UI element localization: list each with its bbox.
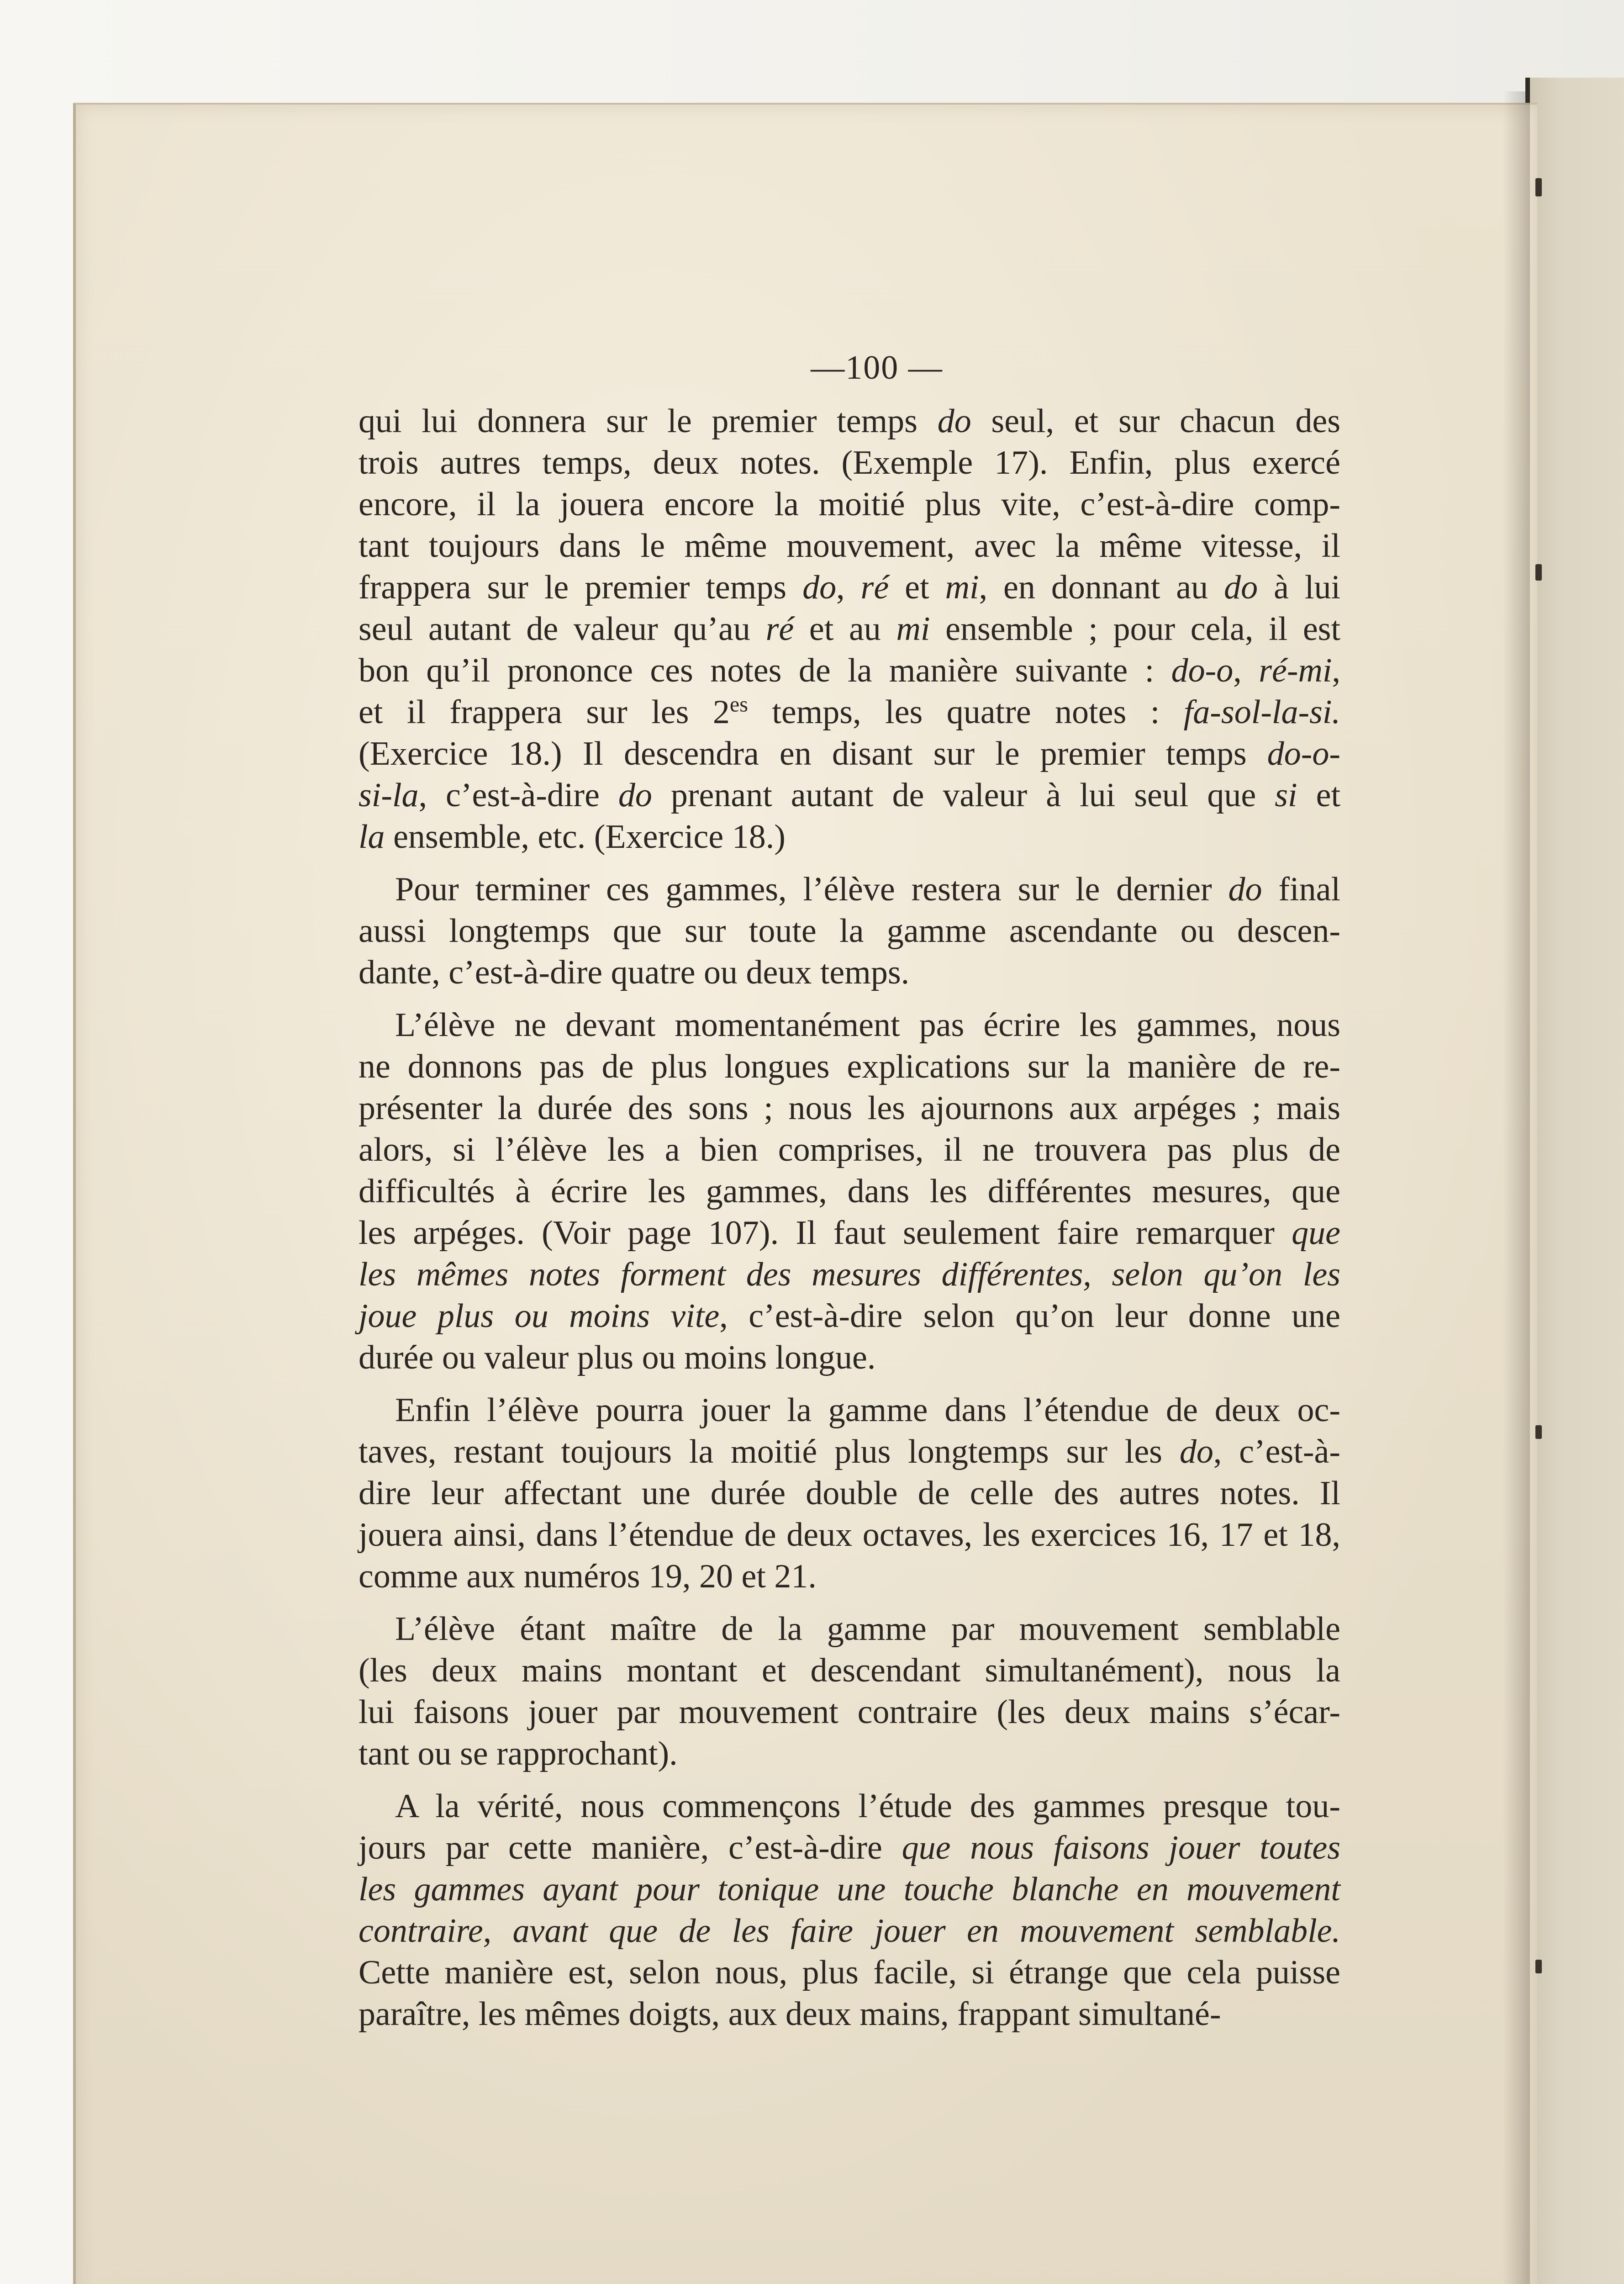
text-line [359, 1390, 1340, 1431]
paragraph [359, 869, 1340, 994]
text-line [359, 1608, 1340, 1650]
text-line [359, 1692, 1340, 1733]
italic-text: les mêmes notes forment des mesures différentes, selon qu’on les [359, 1256, 1340, 1293]
text-run: seul, et sur chacun des [971, 402, 1340, 440]
text-line [359, 1046, 1340, 1088]
adjacent-page-edge [1525, 78, 1624, 2284]
text-line [359, 1171, 1340, 1212]
text-run: paraître, les mêmes doigts, aux deux mains, frappant simultané- [359, 1995, 1221, 2033]
text-run: et [889, 569, 945, 606]
text-run: lui faisons jouer par mouvement contraire (les deux mains s’écar- [359, 1693, 1340, 1731]
text-run: frappera sur le premier temps [359, 569, 803, 606]
text-line [359, 1473, 1340, 1514]
text-run: Enfin l’élève pourra jouer la gamme dans l’étendue de deux oc- [395, 1391, 1340, 1429]
paragraphs [359, 401, 1340, 2035]
text-run: dante, c’est-à-dire quatre ou deux temps. [359, 954, 910, 991]
text-run: ensemble, etc. (Exercice 18.) [385, 818, 786, 856]
text-run: , c’est-à-dire [418, 777, 618, 814]
text-run: et il frappera sur les 2 [359, 693, 730, 731]
text-run: et [1297, 777, 1341, 814]
text-run: comme aux numéros 19, 20 et 21. [359, 1558, 817, 1595]
text-run: durée ou valeur plus ou moins longue. [359, 1339, 876, 1376]
binding-mark [1535, 178, 1542, 196]
text-run: tant ou se rapprochant). [359, 1735, 678, 1772]
text-line [359, 869, 1340, 910]
text-run: prenant autant de valeur à lui seul que [652, 777, 1275, 814]
paragraph [359, 1608, 1340, 1775]
text-line [359, 401, 1340, 442]
text-line [359, 692, 1340, 733]
text-run: trois autres temps, deux notes. (Exemple 17). Enfin, plus exercé [359, 444, 1340, 481]
binding-mark [1535, 1425, 1542, 1439]
text-line [359, 775, 1340, 816]
text-line [359, 1254, 1340, 1295]
text-run: à lui [1258, 569, 1341, 606]
italic-text: que nous faisons jouer toutes [902, 1829, 1340, 1866]
text-run: les arpéges. (Voir page 107). Il faut seulement faire remarquer [359, 1214, 1292, 1252]
text-run: Cette manière est, selon nous, plus facile, si étrange que cela puisse [359, 1954, 1340, 1991]
text-run: tant toujours dans le même mouvement, avec la même vitesse, il [359, 527, 1340, 565]
text-run: qui lui donnera sur le premier temps [359, 402, 938, 440]
text-line [359, 608, 1340, 650]
text-run: bon qu’il prononce ces notes de la manière suivante : [359, 652, 1171, 689]
italic-text: fa-sol-la-si. [1183, 693, 1340, 731]
binding-mark [1535, 564, 1542, 581]
text-run: , en donnant au [979, 569, 1224, 606]
text-run: présenter la durée des sons ; nous les ajournons aux arpéges ; mais [359, 1089, 1340, 1127]
text-line [359, 1869, 1340, 1910]
text-run: , c’est-à-dire selon qu’on leur donne une [719, 1297, 1341, 1335]
text-line [359, 1337, 1340, 1379]
text-run: et au [794, 610, 896, 648]
page-number: —100 — [811, 349, 943, 386]
italic-text: do-o- [1267, 735, 1340, 772]
italic-text: do [802, 569, 837, 606]
text-line [359, 1212, 1340, 1254]
text-line [359, 1295, 1340, 1337]
text-run: (Exercice 18.) Il descendra en disant sur le premier temps [359, 735, 1267, 772]
italic-text: mi [896, 610, 930, 648]
binding-mark [1535, 1960, 1542, 1973]
italic-text: si-la [359, 777, 419, 814]
text-run: , c’est-à- [1213, 1433, 1340, 1470]
text-run: jouera ainsi, dans l’étendue de deux octaves, les exercices 16, 17 et 18, [359, 1516, 1340, 1554]
italic-text: do [1228, 871, 1262, 908]
text-run: , [1233, 652, 1259, 689]
text-line [359, 733, 1340, 775]
italic-text: la [359, 818, 385, 856]
gutter-shadow [1503, 91, 1530, 2284]
text-run: Pour terminer ces gammes, l’élève restera sur le dernier [395, 871, 1229, 908]
text-run: , [836, 569, 861, 606]
text-run: aussi longtemps que sur toute la gamme ascendante ou descen- [359, 912, 1340, 950]
text-line [359, 442, 1340, 484]
text-line [359, 1993, 1340, 2035]
text-line [359, 1129, 1340, 1171]
italic-text: do [1179, 1433, 1213, 1470]
italic-text: si [1275, 777, 1297, 814]
text-run: final [1262, 871, 1341, 908]
text-run: difficultés à écrire les gammes, dans les différentes mesures, que [359, 1173, 1340, 1210]
text-line [359, 1650, 1340, 1692]
text-run: L’élève ne devant momentanément pas écrire les gammes, nous [395, 1006, 1340, 1044]
text-run: L’élève étant maître de la gamme par mouvement semblable [395, 1610, 1340, 1648]
text-run: seul autant de valeur qu’au [359, 610, 766, 648]
italic-text: do [1224, 569, 1258, 606]
text-run: dire leur affectant une durée double de celle des autres notes. Il [359, 1475, 1340, 1512]
text-line [359, 1088, 1340, 1129]
text-line [359, 525, 1340, 567]
italic-text: do [937, 402, 971, 440]
text-line [359, 567, 1340, 608]
text-run: A la vérité, nous commençons l’étude des gammes presque tou- [395, 1787, 1340, 1825]
text-line [359, 1514, 1340, 1556]
text-line [359, 1786, 1340, 1827]
text-run: temps, les quatre notes : [748, 693, 1184, 731]
text-line [359, 1431, 1340, 1473]
text-line [359, 484, 1340, 525]
text-line [359, 650, 1340, 692]
italic-text: les gammes ayant pour tonique une touche blanche en mouvement [359, 1871, 1340, 1908]
text-line [359, 1952, 1340, 1993]
paragraph [359, 401, 1340, 858]
text-line [359, 1733, 1340, 1775]
text-run: ne donnons pas de plus longues explications sur la manière de re- [359, 1048, 1340, 1085]
text-run: , [1332, 652, 1341, 689]
italic-text: mi [945, 569, 979, 606]
text-line [359, 1827, 1340, 1869]
text-run: taves, restant toujours la moitié plus longtemps sur les [359, 1433, 1180, 1470]
text-run: ensemble ; pour cela, il est [930, 610, 1341, 648]
text-run: (les deux mains montant et descendant simultanément), nous la [359, 1652, 1340, 1689]
text-line [359, 952, 1340, 994]
superscript-text: es [729, 692, 748, 717]
italic-text: ré-mi [1259, 652, 1332, 689]
paragraph [359, 1005, 1340, 1379]
italic-text: do [618, 777, 652, 814]
text-run: encore, il la jouera encore la moitié plus vite, c’est-à-dire comp- [359, 486, 1340, 523]
italic-text: contraire, avant que de les faire jouer en mouvement semblable. [359, 1912, 1340, 1950]
italic-text: joue plus ou moins vite [359, 1297, 720, 1335]
page-text [359, 347, 1340, 2046]
text-line [359, 1005, 1340, 1046]
italic-text: ré [765, 610, 794, 648]
italic-text: do-o [1171, 652, 1234, 689]
text-line [359, 816, 1340, 858]
italic-text: que [1292, 1214, 1340, 1252]
text-line [359, 910, 1340, 952]
text-run: jours par cette manière, c’est-à-dire [359, 1829, 902, 1866]
text-line [359, 1910, 1340, 1952]
italic-text: ré [860, 569, 889, 606]
paragraph [359, 1786, 1340, 2035]
text-run: alors, si l’élève les a bien comprises, il ne trouvera pas plus de [359, 1131, 1340, 1168]
text-line [359, 1556, 1340, 1597]
paragraph [359, 1390, 1340, 1597]
